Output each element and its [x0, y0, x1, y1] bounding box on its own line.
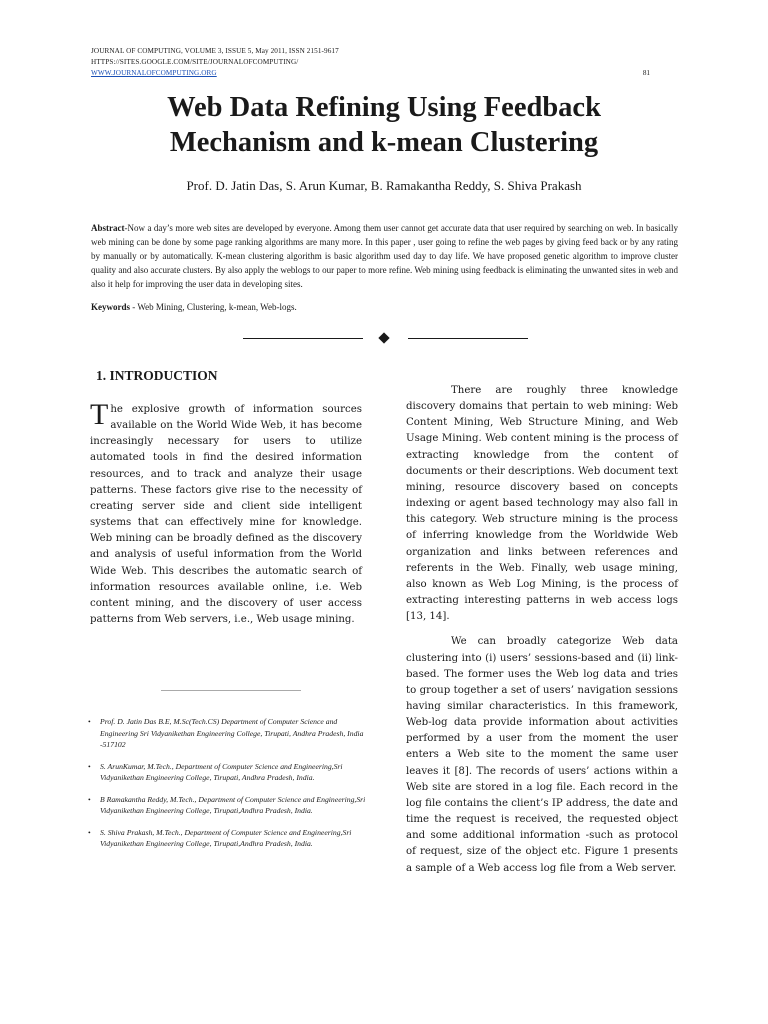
- intro-paragraph-3: We can broadly categorize Web data clustering into (i) users’ sessions-based and (ii) link-based. The former uses the Web log data and tries to group together a set of users’ navigation sessions having similar characteristics. In this framework, Web-log data provide information about activities performed by a user from the moment the user enters a Web site to the moment the same user leaves it [8]. The records of users’ actions within a Web site are stored in a log file. Each record in the log file contains the client’s IP address, the date and time the request is received, the requested object and some additional information -such as protocol of request, size of the object etc. Figure 1 presents a sample of a Web access log file from a Web server.: [406, 636, 678, 874]
- abstract: [91, 222, 678, 292]
- bullet-icon: •: [88, 827, 91, 837]
- journal-website-link[interactable]: WWW.JOURNALOFCOMPUTING.ORG: [91, 69, 217, 77]
- keywords-label: Keywords: [91, 302, 130, 312]
- bullet-icon: •: [88, 794, 91, 804]
- keywords: [91, 302, 297, 312]
- footnote-item: [88, 794, 373, 817]
- keywords-text: - Web Mining, Clustering, k-mean, Web-logs.: [130, 302, 297, 312]
- title-line-1: Web Data Refining Using Feedback: [167, 92, 601, 123]
- footnote-text: B Ramakantha Reddy, M.Tech., Department of Computer Science and Engineering,Sri Vidyanikethan Engineering College, Tirupati,Andhra Pradesh, India.: [100, 794, 366, 815]
- paper-title: [60, 90, 708, 160]
- bullet-icon: •: [88, 761, 91, 771]
- intro-paragraph-2: There are roughly three knowledge discovery domains that pertain to web mining: Web Content Mining, Web Structure Mining, and Web Usage Mining. Web content mining is the process of extracting knowledge from the content of documents or their descriptions. Web document text mining, resource discovery based on concepts indexing or agent based technology may also fall in this category. Web structure mining is the process of inferring knowledge from the Worldwide Web organization and links between references and referents in the Web. Finally, web usage mining, also known as Web Log Mining, is the process of extracting interesting patterns in web access logs [13, 14].: [406, 385, 678, 623]
- author-footnotes: [88, 716, 373, 860]
- journal-citation: JOURNAL OF COMPUTING, VOLUME 3, ISSUE 5, May 2011, ISSN 2151-9617: [91, 47, 339, 55]
- divider-line-right: [408, 338, 528, 339]
- drop-cap: T: [90, 398, 109, 431]
- bullet-icon: •: [88, 717, 91, 726]
- left-column: [90, 398, 362, 628]
- intro-paragraph-1: [90, 398, 362, 628]
- right-column: [406, 383, 678, 877]
- footnote-rule: [161, 690, 301, 691]
- author-list: Prof. D. Jatin Das, S. Arun Kumar, B. Ramakantha Reddy, S. Shiva Prakash: [186, 178, 582, 193]
- footnote-text: Prof. D. Jatin Das B.E, M.Sc(Tech.CS) Department of Computer Science and Engineering Sri Vidyanikethan Engineering College, Tirupati, Andhra Pradesh, India -517102: [100, 717, 364, 749]
- section-heading-introduction: 1. INTRODUCTION: [96, 368, 218, 383]
- footnote-item: [88, 716, 373, 751]
- footnote-text: S. Shiva Prakash, M.Tech., Department of Computer Science and Engineering,Sri Vidyanikethan Engineering College, Tirupati,Andhra Pradesh, India.: [100, 827, 352, 848]
- page-number: 81: [642, 69, 650, 77]
- abstract-text: -Now a day’s more web sites are developed by everyone. Among them user cannot get accurate data that user required by searching on web. In basically web mining can be done by some page ranking algorithms are many more. In this paper , user going to refine the web pages by giving feed back or by any rating by manually or by automatically. K-mean clustering algorithm is basic algorithm used day to day life. We have proposed genetic algorithm to improve cluster quality and also accurate clusters. By also apply the weblogs to our paper to more refine. Web mining using feedback is eliminating the unwanted sites in web and also it help for improving the user data in developing sites.: [91, 223, 678, 289]
- intro-paragraph-1-text: he explosive growth of information sources available on the World Wide Web, it has become increasingly necessary for users to utilize automated tools in find the desired information resources, and to track and analyze their usage patterns. These factors give rise to the necessity of creating server side and client side intelligent systems that can effectively mine for knowledge. Web mining can be broadly defined as the discovery and analysis of useful information from the World Wide Web. This describes the automatic search of information resources available online, i.e. Web content mining, and the discovery of user access patterns from Web servers, i.e., Web usage mining.: [90, 404, 362, 626]
- section-divider: [243, 333, 528, 343]
- journal-site-url: HTTPS://SITES.GOOGLE.COM/SITE/JOURNALOFCOMPUTING/: [91, 58, 299, 66]
- divider-line-left: [243, 338, 363, 339]
- footnote-item: [88, 761, 373, 784]
- journal-header: [91, 46, 339, 79]
- abstract-label: Abstract: [91, 223, 125, 233]
- title-line-2: Mechanism and k-mean Clustering: [169, 127, 599, 158]
- footnote-item: [88, 827, 373, 850]
- footnote-text: S. ArunKumar, M.Tech., Department of Computer Science and Engineering,Sri Vidyanikethan Engineering College, Tirupati, Andhra Pradesh, India.: [100, 761, 343, 782]
- diamond-icon: [378, 332, 389, 343]
